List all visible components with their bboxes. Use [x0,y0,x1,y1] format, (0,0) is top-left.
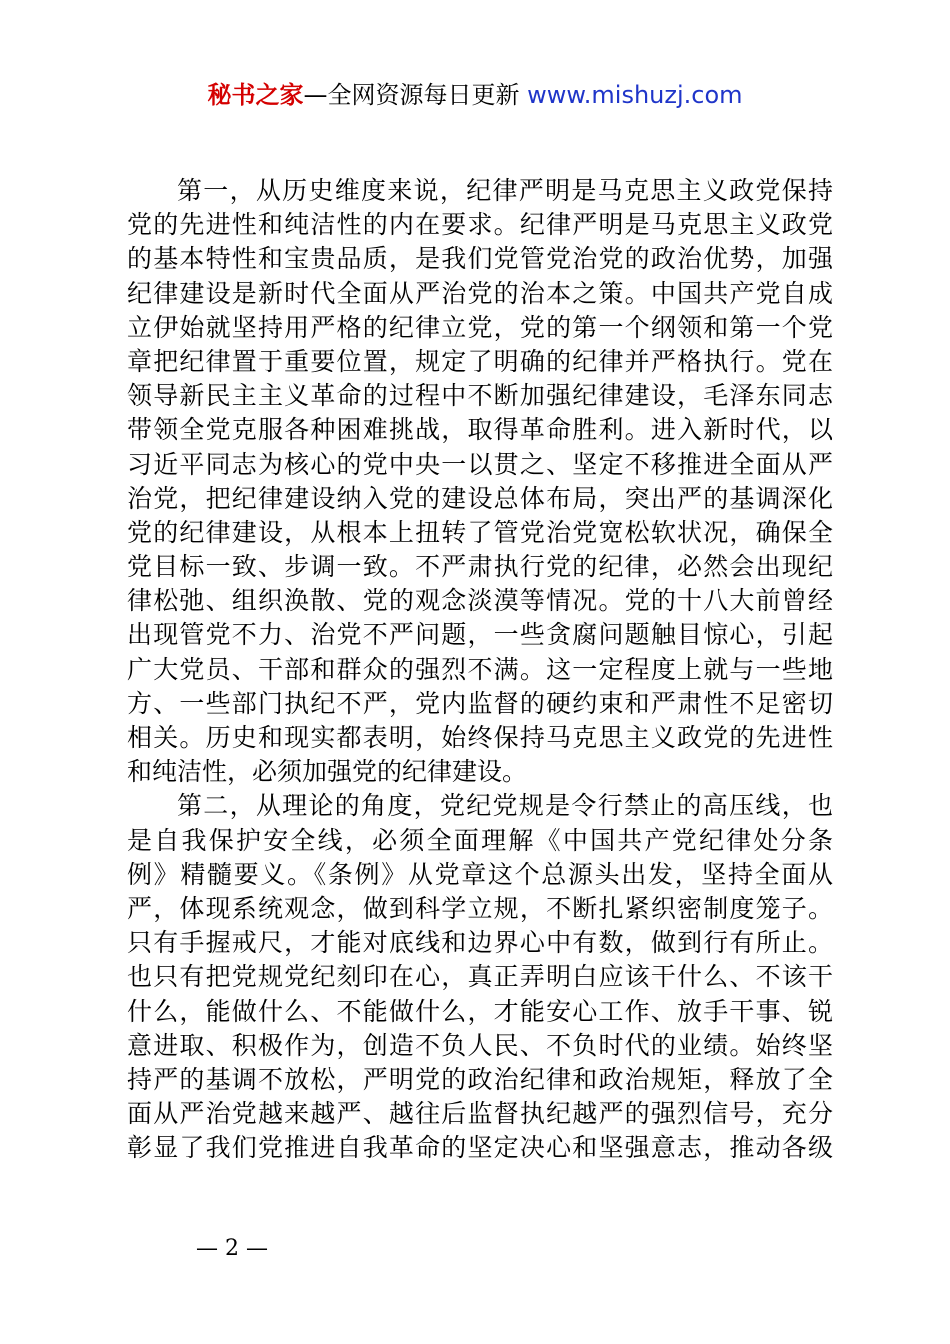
page-number: — 2 — [196,1236,268,1261]
text-line: 和纯洁性，必须加强党的纪律建设。 [127,757,528,787]
text-line: 党的先进性和纯洁性的内在要求。纪律严明是马克思主义政党 [127,210,833,240]
text-line: 意进取、积极作为，创造不负人民、不负时代的业绩。始终坚 [127,1030,833,1060]
text-line: 持严的基调不放松，严明党的政治纪律和政治规矩，释放了全 [127,1064,833,1094]
text-line: 章把纪律置于重要位置，规定了明确的纪律并严格执行。党在 [127,346,833,376]
text-line: 彰显了我们党推进自我革命的坚定决心和坚强意志，推动各级 [127,1133,833,1163]
text-line: 广大党员、干部和群众的强烈不满。这一定程度上就与一些地 [127,654,833,684]
text-line: 党目标一致、步调一致。不严肃执行党的纪律，必然会出现纪 [127,552,833,582]
site-header [0,78,950,112]
text-line: 党的纪律建设，从根本上扭转了管党治党宽松软状况，确保全 [127,517,833,547]
text-line: 习近平同志为核心的党中央一以贯之、坚定不移推进全面从严 [127,449,833,479]
text-line: 领导新民主主义革命的过程中不断加强纪律建设，毛泽东同志 [127,381,833,411]
text-line: 只有手握戒尺，才能对底线和边界心中有数，做到行有所止。 [127,928,833,958]
text-line: 治党，把纪律建设纳入党的建设总体布局，突出严的基调深化 [127,483,833,513]
text-line: 律松弛、组织涣散、党的观念淡漠等情况。党的十八大前曾经 [127,586,833,616]
text-line: 也只有把党规党纪刻印在心，真正弄明白应该干什么、不该干 [127,962,833,992]
text-line: 出现管党不力、治党不严问题，一些贪腐问题触目惊心，引起 [127,620,833,650]
text-line: 第二，从理论的角度，党纪党规是令行禁止的高压线，也 [177,791,833,821]
text-line: 是自我保护安全线，必须全面理解《中国共产党纪律处分条 [127,825,833,855]
text-line: 相关。历史和现实都表明，始终保持马克思主义政党的先进性 [127,723,833,752]
text-line: 面从严治党越来越严、越往后监督执纪越严的强烈信号，充分 [127,1099,833,1129]
site-url-link[interactable]: www.mishuzj.com [527,81,743,109]
paragraph-history [127,174,833,789]
text-line: 立伊始就坚持用严格的纪律立党，党的第一个纲领和第一个党 [127,312,833,342]
text-line: 例》精髓要义。《条例》从党章这个总源头出发，坚持全面从 [127,859,833,889]
text-line: 带领全党克服各种困难挑战，取得革命胜利。进入新时代，以 [127,415,833,445]
site-brand: 秘书之家 [207,81,304,109]
text-line: 纪律建设是新时代全面从严治党的治本之策。中国共产党自成 [127,278,833,308]
document-body [127,174,833,1165]
site-tagline: —全网资源每日更新 [303,81,520,109]
text-line: 严，体现系统观念，做到科学立规，不断扎紧织密制度笼子。 [127,893,833,923]
text-line: 什么，能做什么、不能做什么，才能安心工作、放手干事、锐 [127,996,833,1026]
paragraph-theory [127,789,833,1165]
text-line: 的基本特性和宝贵品质，是我们党管党治党的政治优势，加强 [127,244,833,274]
text-line: 第一，从历史维度来说，纪律严明是马克思主义政党保持 [177,176,833,205]
text-line: 方、一些部门执纪不严，党内监督的硬约束和严肃性不足密切 [127,688,833,718]
